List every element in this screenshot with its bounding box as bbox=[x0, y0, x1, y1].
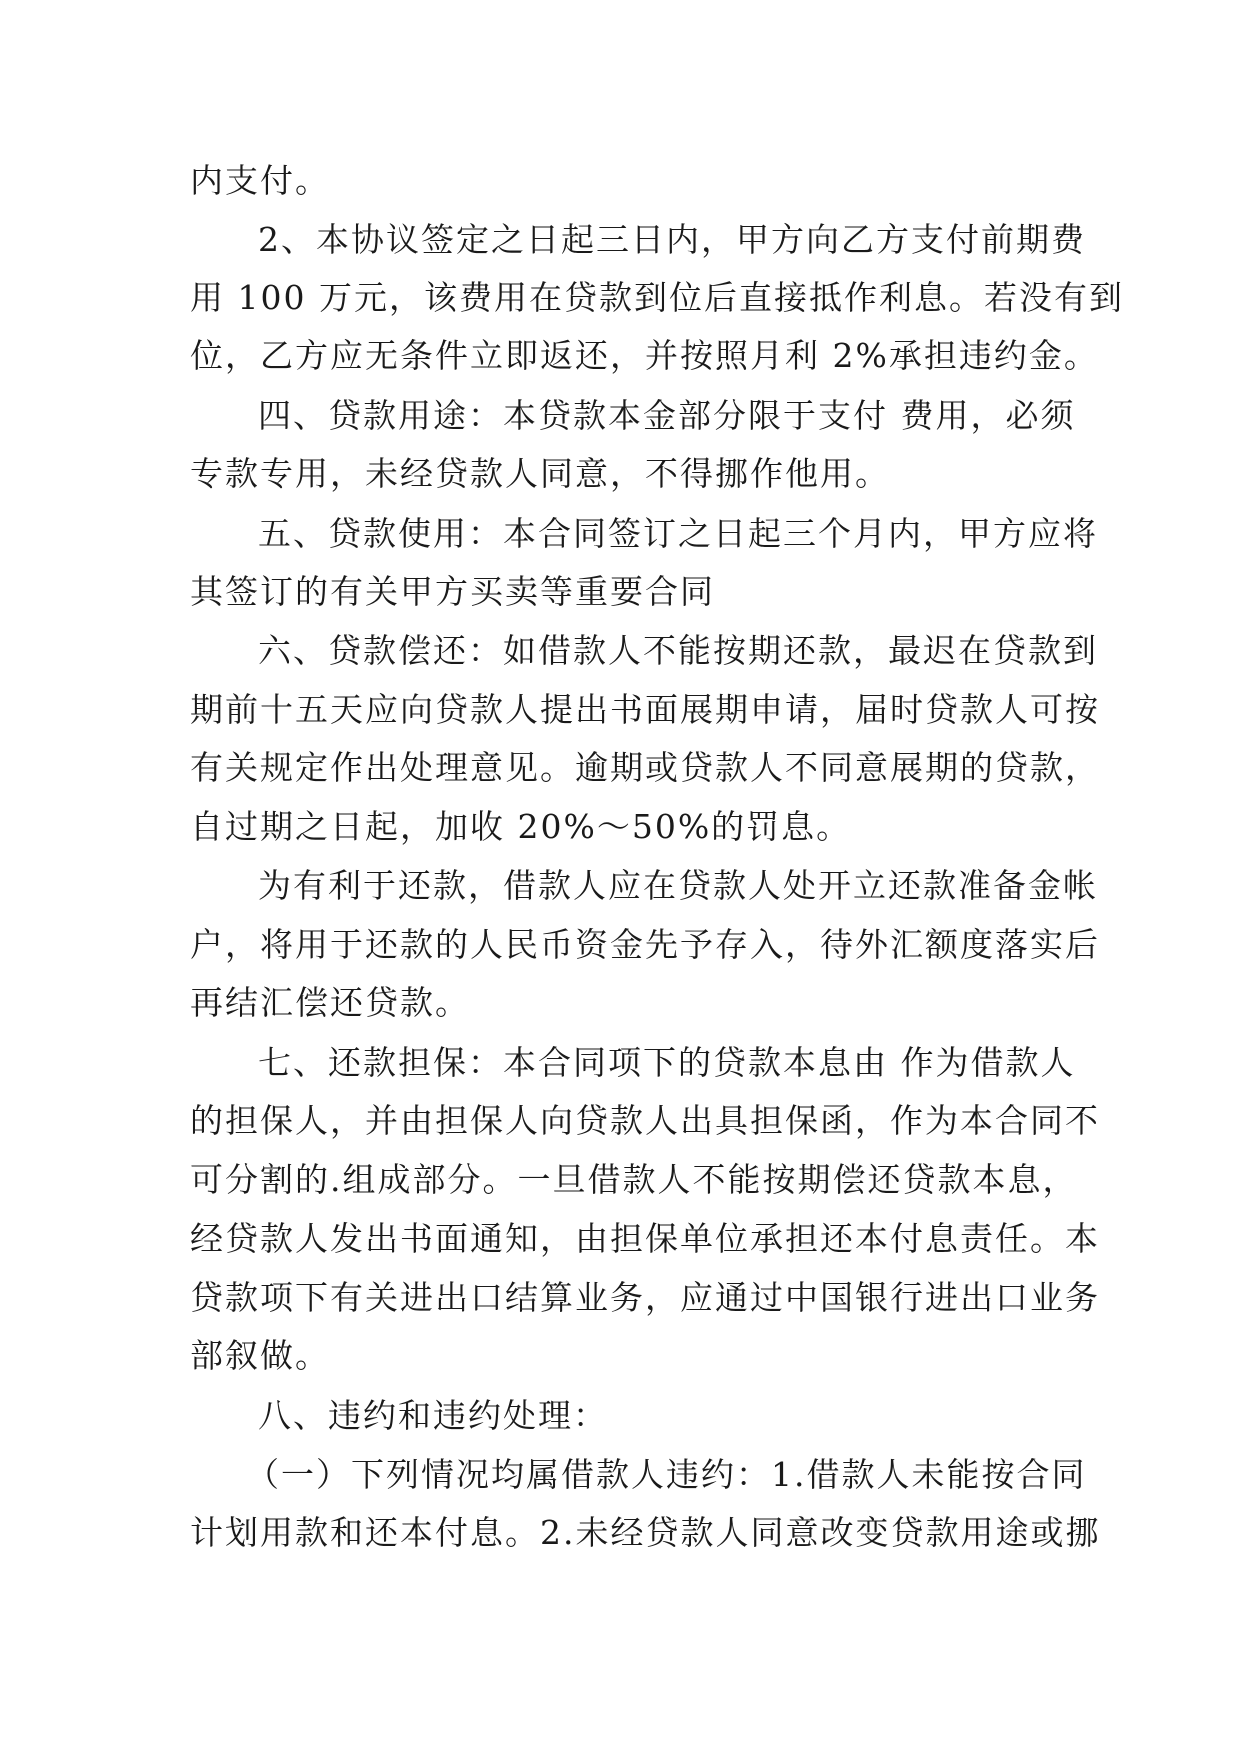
text-line: 六、贷款偿还：如借款人不能按期还款，最迟在贷款到 bbox=[258, 631, 1098, 670]
text-line: 用 100 万元，该费用在贷款到位后直接抵作利息。若没有到 bbox=[190, 278, 1124, 317]
text-line: 五、贷款使用：本合同签订之日起三个月内，甲方应将 bbox=[258, 514, 1098, 553]
text-line: 四、贷款用途：本贷款本金部分限于支付 费用，必须 bbox=[258, 396, 1076, 435]
text-line: 再结汇偿还贷款。 bbox=[190, 983, 470, 1022]
text-line: 期前十五天应向贷款人提出书面展期申请，届时贷款人可按 bbox=[190, 690, 1100, 729]
text-line: 位，乙方应无条件立即返还，并按照月利 2%承担违约金。 bbox=[190, 336, 1099, 375]
text-line: 内支付。 bbox=[190, 161, 330, 200]
text-line: 部叙做。 bbox=[190, 1336, 330, 1375]
text-line: 自过期之日起，加收 20%～50%的罚息。 bbox=[190, 807, 852, 846]
text-line: 为有利于还款，借款人应在贷款人处开立还款准备金帐 bbox=[258, 866, 1098, 905]
text-line: 专款专用，未经贷款人同意，不得挪作他用。 bbox=[190, 454, 890, 493]
text-line: 有关规定作出处理意见。逾期或贷款人不同意展期的贷款， bbox=[190, 748, 1100, 787]
text-line: 经贷款人发出书面通知，由担保单位承担还本付息责任。本 bbox=[190, 1219, 1100, 1258]
text-line: 的担保人，并由担保人向贷款人出具担保函，作为本合同不 bbox=[190, 1101, 1100, 1140]
text-line: 户，将用于还款的人民币资金先予存入，待外汇额度落实后 bbox=[190, 925, 1100, 964]
text-line: 计划用款和还本付息。2.未经贷款人同意改变贷款用途或挪 bbox=[190, 1513, 1101, 1552]
text-line: 贷款项下有关进出口结算业务，应通过中国银行进出口业务 bbox=[190, 1278, 1100, 1317]
text-line: 可分割的.组成部分。一旦借款人不能按期偿还贷款本息， bbox=[190, 1160, 1078, 1199]
text-line: 其签订的有关甲方买卖等重要合同 bbox=[190, 572, 715, 611]
text-line: 2、本协议签定之日起三日内，甲方向乙方支付前期费 bbox=[258, 220, 1086, 259]
text-line: 七、还款担保：本合同项下的贷款本息由 作为借款人 bbox=[258, 1043, 1076, 1082]
text-line: （一）下列情况均属借款人违约：1.借款人未能按合同 bbox=[246, 1455, 1087, 1494]
text-line: 八、违约和违约处理： bbox=[258, 1396, 608, 1435]
